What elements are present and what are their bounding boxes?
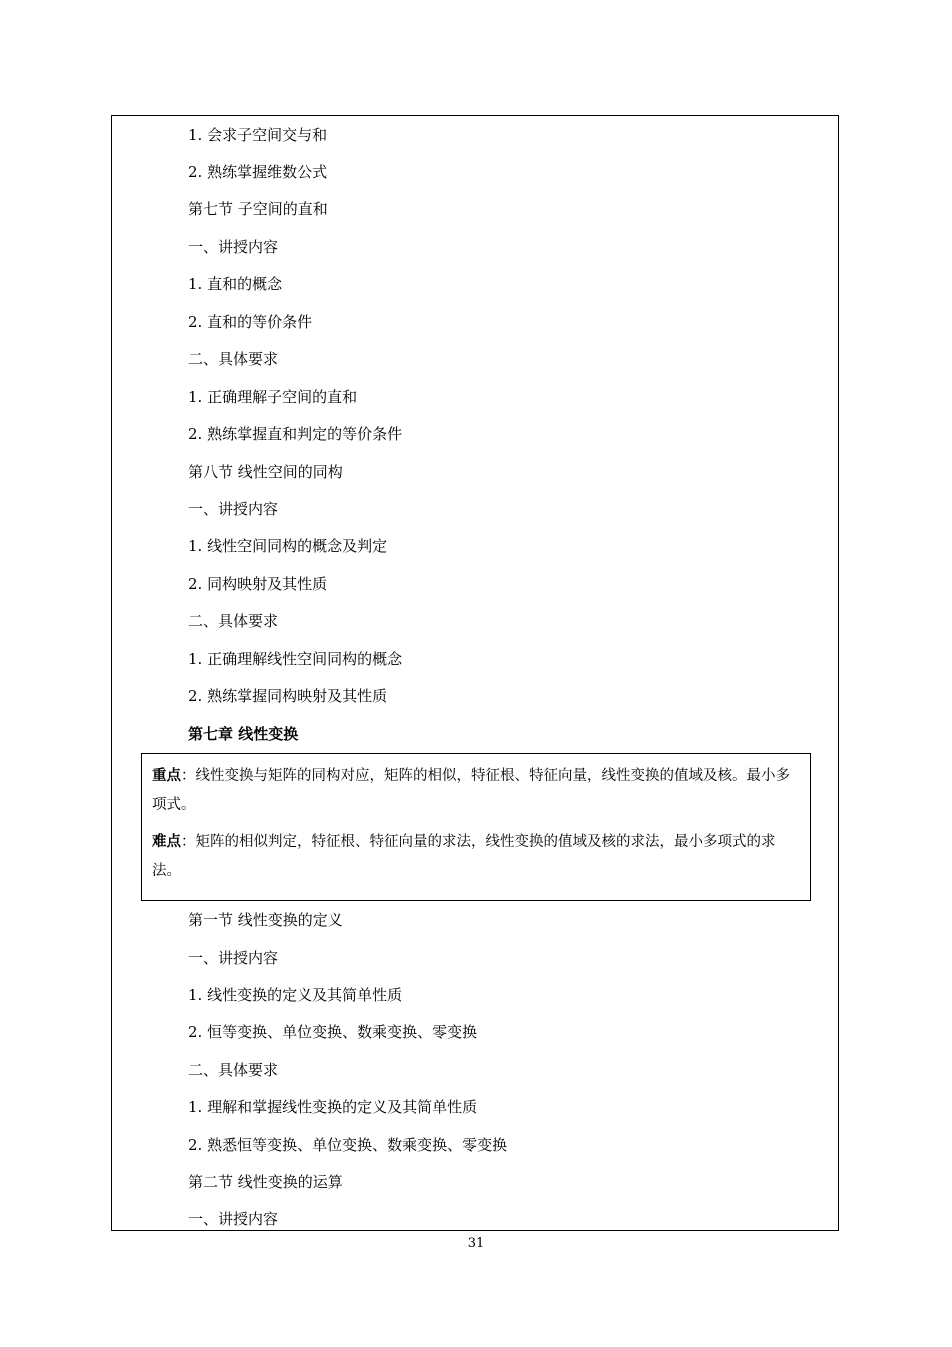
text-line: 一、讲授内容 bbox=[188, 238, 279, 256]
text-line: 2. 熟练掌握同构映射及其性质 bbox=[188, 687, 388, 705]
section-heading: 第八节 线性空间的同构 bbox=[188, 463, 343, 481]
chapter-heading: 第七章 线性变换 bbox=[188, 725, 299, 743]
text-line: 一、讲授内容 bbox=[188, 1210, 279, 1228]
section-heading: 第一节 线性变换的定义 bbox=[188, 911, 343, 929]
text-line: 一、讲授内容 bbox=[188, 949, 279, 967]
text-line: 1. 理解和掌握线性变换的定义及其简单性质 bbox=[188, 1098, 478, 1116]
key-points-box bbox=[141, 753, 811, 901]
text-line: 2. 熟悉恒等变换、单位变换、数乘变换、零变换 bbox=[188, 1136, 508, 1154]
text-line: 二、具体要求 bbox=[188, 1061, 279, 1079]
text-line: 二、具体要求 bbox=[188, 350, 279, 368]
text-line: 1. 正确理解线性空间同构的概念 bbox=[188, 650, 403, 668]
text-line: 1. 直和的概念 bbox=[188, 275, 283, 293]
page-number: 31 bbox=[467, 1236, 485, 1251]
nandian-text: ：矩阵的相似判定，特征根、特征向量的求法，线性变换的值域及核的求法，最小多项式的求法。 bbox=[152, 834, 776, 879]
text-line: 2. 熟练掌握直和判定的等价条件 bbox=[188, 425, 403, 443]
text-line: 二、具体要求 bbox=[188, 612, 279, 630]
text-line: 1. 正确理解子空间的直和 bbox=[188, 388, 358, 406]
key-points-zhongdian bbox=[152, 762, 802, 820]
key-points-nandian bbox=[152, 828, 802, 886]
text-line: 2. 熟练掌握维数公式 bbox=[188, 163, 328, 181]
text-line: 1. 线性变换的定义及其简单性质 bbox=[188, 986, 403, 1004]
section-heading: 第二节 线性变换的运算 bbox=[188, 1173, 343, 1191]
text-line: 2. 恒等变换、单位变换、数乘变换、零变换 bbox=[188, 1023, 478, 1041]
text-line: 一、讲授内容 bbox=[188, 500, 279, 518]
text-line: 2. 直和的等价条件 bbox=[188, 313, 313, 331]
zhongdian-text: ：线性变换与矩阵的同构对应，矩阵的相似，特征根、特征向量，线性变换的值域及核。最小多项式。 bbox=[152, 768, 790, 813]
text-line: 2. 同构映射及其性质 bbox=[188, 575, 328, 593]
text-line: 1. 会求子空间交与和 bbox=[188, 126, 328, 144]
text-line: 1. 线性空间同构的概念及判定 bbox=[188, 537, 388, 555]
nandian-label: 难点 bbox=[152, 834, 181, 850]
section-heading: 第七节 子空间的直和 bbox=[188, 200, 328, 218]
zhongdian-label: 重点 bbox=[152, 768, 181, 784]
